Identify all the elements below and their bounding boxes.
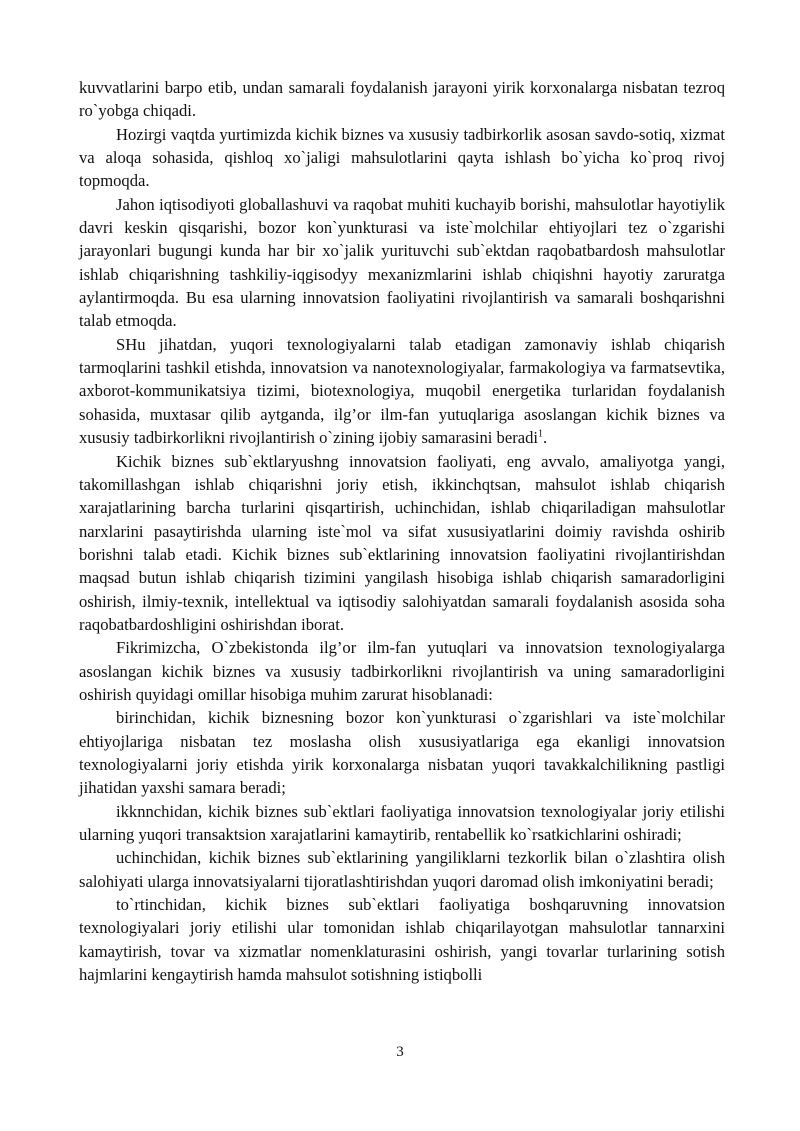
paragraph-3 [79, 333, 725, 450]
paragraph-text: kuvvatlarini barpo etib, undan samarali foydalanish jarayoni yirik korxonalarga nisbatan tezroq ro`yobga chiqadi. [79, 78, 725, 121]
paragraph-1 [79, 123, 725, 193]
paragraph-8 [79, 846, 725, 893]
paragraph-end-punctuation: . [543, 428, 548, 448]
document-body [79, 76, 725, 986]
paragraph-4 [79, 450, 725, 637]
paragraph-text: SHu jihatdan, yuqori texnologiyalarni talab etadigan zamonaviy ishlab chiqarish tarmoqlarini tashkil etishda, innovatsion va nanotexnologiyalar, farmakologiya va farmatsevtika, axborot-kommunikatsiya tizimi, biotexnologiya, muqobil energetika turlaridan foydalanish sohasida, muxtasar qilib aytganda, ilg’or ilm-fan yutuqlariga asoslangan kichik biznes va xususiy tadbirkorlikni rivojlantirish o`zining ijobiy samarasini beradi [79, 334, 725, 448]
paragraph-text: to`rtinchidan, kichik biznes sub`ektlari faoliyatiga boshqaruvning innovatsion texnologiyalari joriy etilishi ular tomonidan ishlab chiqarilayotgan mahsulotlar tannarxini kamaytirish, tovar va xizmatlar nomenklaturasini oshirish, yangi tovarlar turlarining sotish hajmlarini kengaytirish hamda mahsulot sotishning istiqbolli [79, 895, 725, 985]
paragraph-7 [79, 800, 725, 847]
footnote-reference[interactable]: 1 [538, 428, 544, 440]
paragraph-text: Jahon iqtisodiyoti globallashuvi va raqobat muhiti kuchayib borishi, mahsulotlar hayotiylik davri keskin qisqarishi, bozor kon`yunkturasi va iste`molchilar ehtiyojlari tez o`zgarishi jarayonlari bugungi kunda har bir xo`jalik yurituvchi sub`ektdan raqobatbardosh mahsulotlar ishlab chiqarishning tashkiliy-iqgisodyy mexanizmlarini ishlab chiqishni hayotiy zaruratga aylantirmoqda. Bu esa ularning innovatsion faoliyatini rivojlantirish va samarali boshqarishni talab etmoqda. [79, 194, 725, 331]
paragraph-0 [79, 76, 725, 123]
paragraph-text: Kichik biznes sub`ektlaryushng innovatsion faoliyati, eng avvalo, amaliyotga yangi, takomillashgan ishlab chiqarishni joriy etish, ikkinchqtsan, mahsulot ishlab chiqarish xarajatlarining barcha turlarini qisqartirish, uchinchidan, ishlab chiqariladigan mahsulotlar narxlarini pasaytirishda ularning iste`mol va sifat xususiyatlarini doimiy ravishda oshirib borishni talab etadi. Kichik biznes sub`ektlarining innovatsion faoliyatini rivojlantirishdan maqsad butun ishlab chiqarish tizimini yangilash hisobiga ishlab chiqarish samaradorligini oshirish, ilmiy-texnik, intellektual va iqtisodiy salohiyatdan samarali foydalanish asosida soha raqobatbardoshligini oshirishdan iborat. [79, 451, 725, 634]
paragraph-9 [79, 893, 725, 986]
page-number: 3 [396, 1044, 404, 1060]
paragraph-6 [79, 706, 725, 799]
paragraph-text: birinchidan, kichik biznesning bozor kon`yunkturasi o`zgarishlari va iste`molchilar ehtiyojlariga nisbatan tez moslasha olish xususiyatlariga ega ekanligi innovatsion texnologiyalarni joriy etishda yirik korxonalarga nisbatan yuqori tavakkalchilikning pastligi jihatidan yaxshi samara beradi; [79, 708, 725, 798]
paragraph-2 [79, 193, 725, 333]
paragraph-text: ikknnchidan, kichik biznes sub`ektlari faoliyatiga innovatsion texnologiyalar joriy etilishi ularning yuqori transaktsion xarajatlarini kamaytirib, rentabellik ko`rsatkichlarini oshiradi; [79, 801, 725, 844]
paragraph-text: Fikrimizcha, O`zbekistonda ilg’or ilm-fan yutuqlari va innovatsion texnologiyalarga asoslangan kichik biznes va xususiy tadbirkorlikni rivojlantirish va uning samaradorligini oshirish quyidagi omillar hisobiga muhim zarurat hisoblanadi: [79, 638, 725, 704]
paragraph-text: uchinchidan, kichik biznes sub`ektlarining yangiliklarni tezkorlik bilan o`zlashtira olish salohiyati ularga innovatsiyalarni tijoratlashtirishdan yuqori daromad olish imkoniyatini beradi; [79, 848, 725, 891]
paragraph-text: Hozirgi vaqtda yurtimizda kichik biznes va xususiy tadbirkorlik asosan savdo-sotiq, xizmat va aloqa sohasida, qishloq xo`jaligi mahsulotlarini qayta ishlash bo`yicha ko`proq rivoj topmoqda. [79, 124, 725, 191]
paragraph-5 [79, 636, 725, 706]
